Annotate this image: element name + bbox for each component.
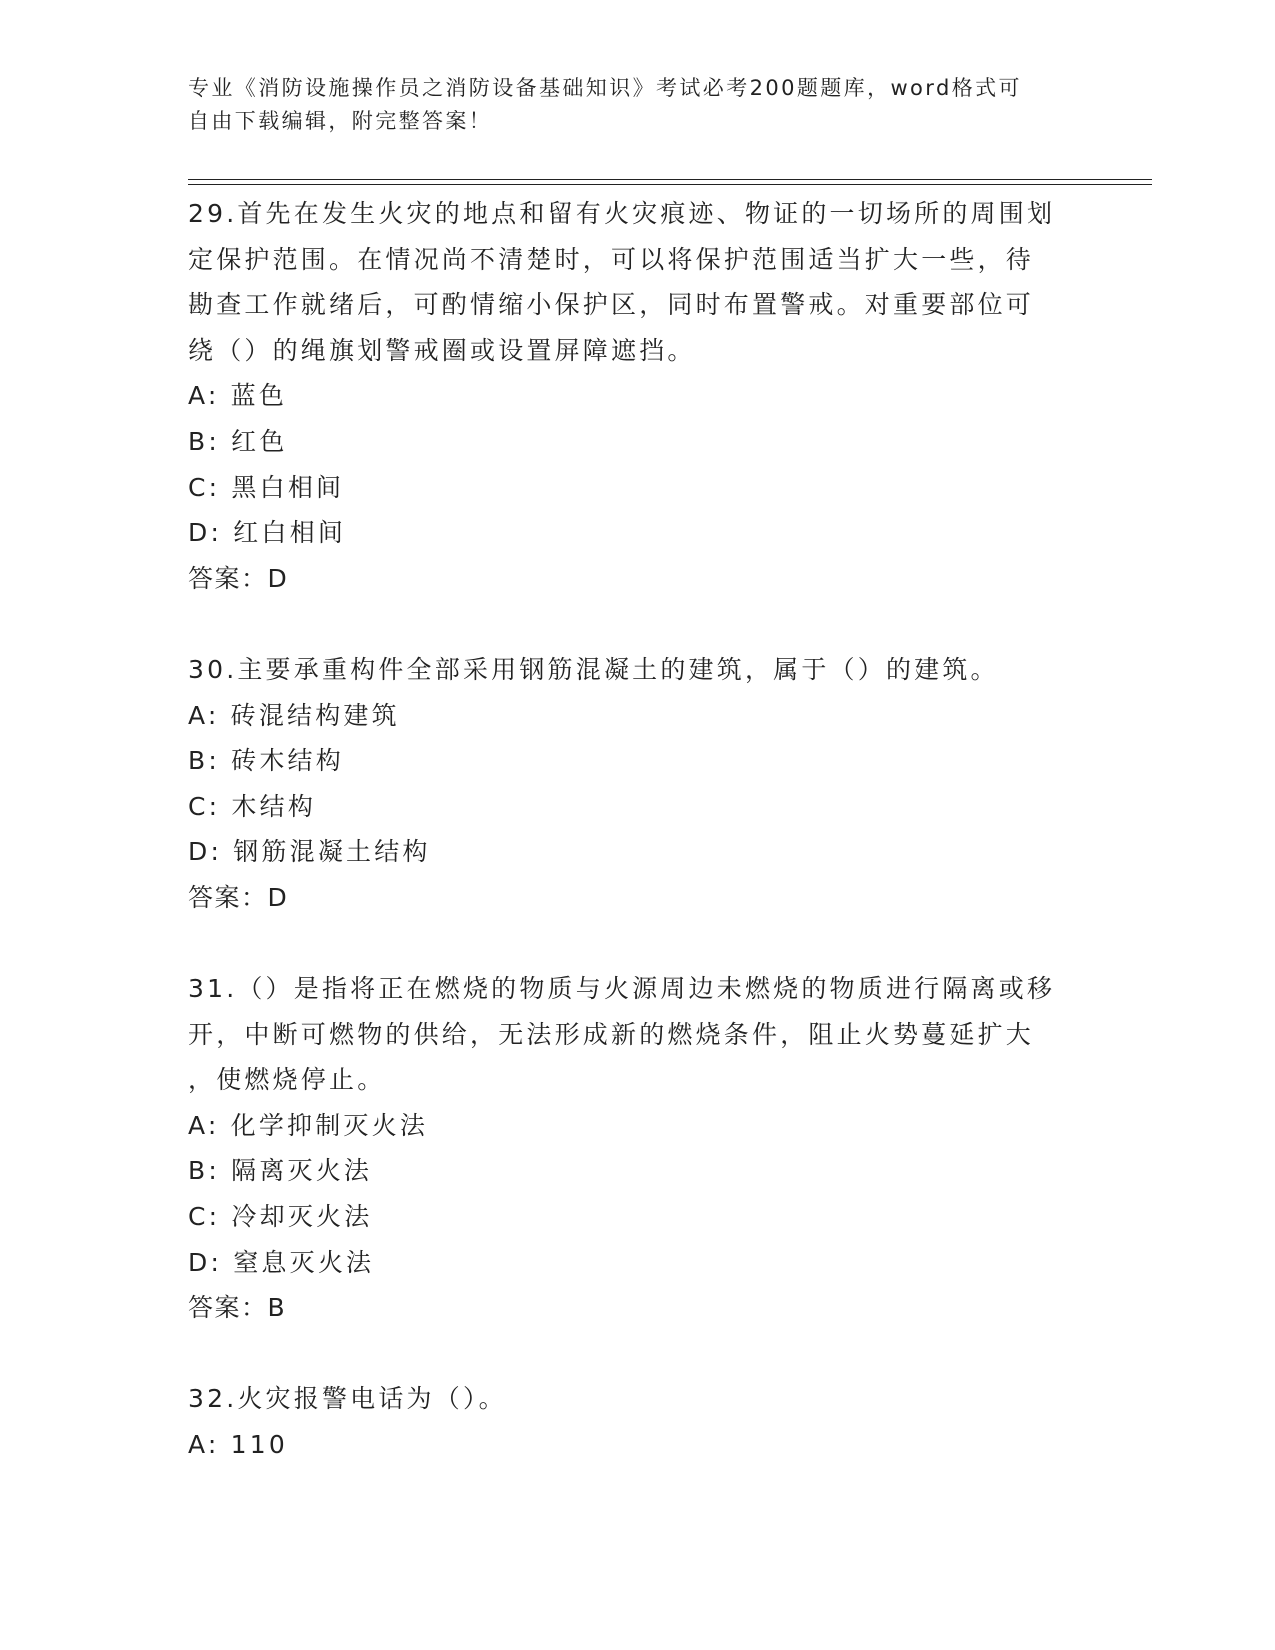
header-divider-top [188, 179, 1152, 180]
document-header [188, 72, 1088, 138]
option-b: B: 砖木结构 [188, 746, 344, 776]
option-a: A: 化学抑制灭火法 [188, 1110, 429, 1140]
option-a: A: 蓝色 [188, 381, 288, 411]
question-text-line: 定保护范围。在情况尚不清楚时，可以将保护范围适当扩大一些，待 [188, 244, 1035, 274]
question-30 [188, 647, 1088, 921]
option-a: A: 砖混结构建筑 [188, 700, 400, 730]
option-b: B: 隔离灭火法 [188, 1156, 373, 1186]
question-spacer [188, 601, 1088, 647]
question-text-line: ，使燃烧停止。 [188, 1065, 386, 1095]
header-divider-bottom [188, 184, 1152, 185]
option-d: D: 红白相间 [188, 518, 347, 548]
question-text-line: 32.火灾报警电话为（）。 [188, 1384, 507, 1414]
option-b: B: 红色 [188, 426, 288, 456]
answer-line: 答案：B [188, 1293, 287, 1323]
option-d: D: 钢筋混凝土结构 [188, 837, 431, 867]
question-list [188, 191, 1088, 1468]
question-text-line: 开，中断可燃物的供给，无法形成新的燃烧条件，阻止火势蔓延扩大 [188, 1019, 1035, 1049]
question-text-line: 30.主要承重构件全部采用钢筋混凝土的建筑，属于（）的建筑。 [188, 654, 999, 684]
question-spacer [188, 1331, 1088, 1377]
question-text-line: 绕（）的绳旗划警戒圈或设置屏障遮挡。 [188, 335, 696, 365]
answer-line: 答案：D [188, 563, 289, 593]
question-text-line: 勘查工作就绪后，可酌情缩小保护区，同时布置警戒。对重要部位可 [188, 290, 1035, 320]
question-29 [188, 191, 1088, 601]
question-32 [188, 1376, 1088, 1467]
question-31 [188, 966, 1088, 1331]
question-text-line: 31.（）是指将正在燃烧的物质与火源周边未燃烧的物质进行隔离或移 [188, 974, 1056, 1004]
option-d: D: 窒息灭火法 [188, 1247, 375, 1277]
option-a: A: 110 [188, 1430, 288, 1460]
header-line-1: 专业《消防设施操作员之消防设备基础知识》考试必考200题题库，word格式可 [188, 76, 1022, 100]
answer-line: 答案：D [188, 882, 289, 912]
question-text-line: 29.首先在发生火灾的地点和留有火灾痕迹、物证的一切场所的周围划 [188, 199, 1056, 228]
header-line-2: 自由下载编辑，附完整答案！ [188, 109, 493, 133]
question-spacer [188, 921, 1088, 967]
option-c: C: 木结构 [188, 791, 317, 821]
option-c: C: 冷却灭火法 [188, 1202, 373, 1232]
option-c: C: 黑白相间 [188, 472, 345, 502]
